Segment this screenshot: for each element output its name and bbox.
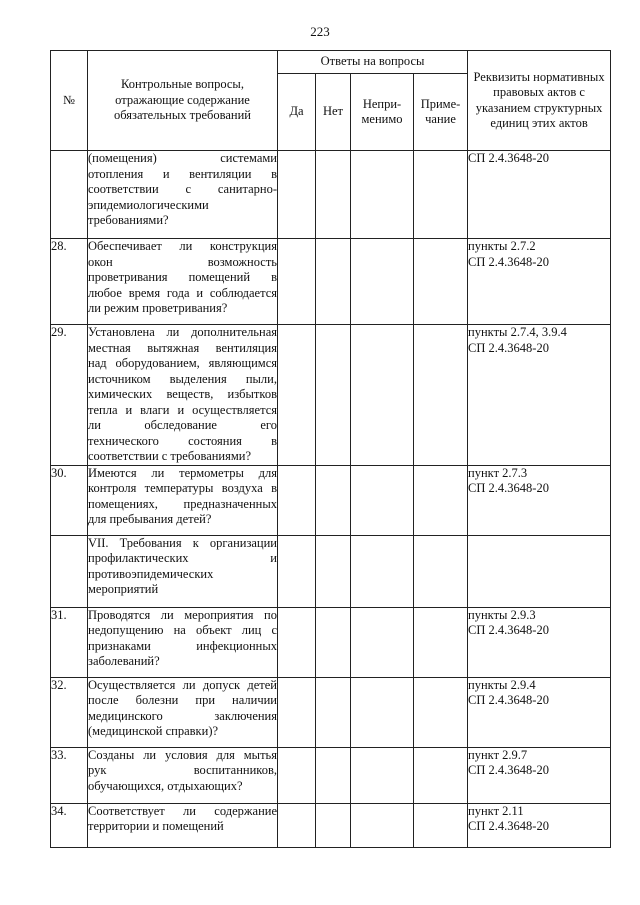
question-line: мероприятий	[88, 582, 159, 596]
question-line: Проводятся ли мероприятия по	[88, 607, 277, 622]
answer-yes-cell	[278, 677, 316, 747]
header-not-applicable: Непри- менимо	[351, 74, 414, 151]
question-line: технического состояния в	[88, 433, 277, 448]
requisite-line: СП 2.4.3648-20	[468, 481, 549, 495]
answer-note-cell	[414, 803, 468, 847]
answer-no-cell	[316, 535, 351, 607]
question-line: ли обследование его	[88, 418, 277, 432]
header-requisites: Реквизиты нормативных правовых актов с указанием структурных единиц этих актов	[468, 51, 611, 151]
question-text	[88, 325, 278, 466]
header-answers: Ответы на вопросы	[278, 51, 468, 74]
question-line: окон возможность	[88, 254, 277, 269]
question-text	[88, 465, 278, 535]
requisite-line: пункт 2.7.3	[468, 465, 528, 480]
requisite-line: СП 2.4.3648-20	[468, 340, 549, 355]
requisite-line: СП 2.4.3648-20	[468, 693, 549, 707]
question-line: VII. Требования к организации	[88, 535, 277, 550]
row-number	[51, 535, 88, 607]
question-line: недопущению на объект лиц с	[88, 623, 277, 637]
question-line: после болезни при наличии	[88, 693, 277, 707]
question-line: контроля температуры воздуха в	[88, 481, 277, 495]
answer-no-cell	[316, 151, 351, 239]
requisite-line: СП 2.4.3648-20	[468, 623, 549, 637]
question-line: для пребывания детей?	[88, 512, 212, 526]
question-line: Соответствует ли содержание	[88, 803, 277, 818]
header-no: Нет	[316, 74, 351, 151]
requisite-line: пункты 2.9.3	[468, 607, 536, 622]
question-line: (помещения) системами	[88, 151, 277, 165]
row-number: 28.	[51, 239, 88, 325]
answer-na-cell	[351, 747, 414, 803]
question-line: соответствии с требованиями?	[88, 449, 252, 463]
requisite-line: СП 2.4.3648-20	[468, 151, 549, 165]
answer-no-cell	[316, 747, 351, 803]
question-line: обучающихся, отдыхающих?	[88, 778, 243, 793]
question-line: над оборудованием, являющимся	[88, 356, 277, 370]
question-line: проветривания помещений в	[88, 270, 277, 284]
answer-note-cell	[414, 151, 468, 239]
question-line: территории и помещений	[88, 819, 224, 833]
requisites-cell	[468, 803, 611, 847]
requisite-line: пункты 2.7.4, 3.9.4	[468, 325, 567, 339]
answer-no-cell	[316, 465, 351, 535]
question-text	[88, 677, 278, 747]
answer-no-cell	[316, 607, 351, 677]
requisite-line: СП 2.4.3648-20	[468, 254, 549, 269]
answer-yes-cell	[278, 747, 316, 803]
answer-na-cell	[351, 151, 414, 239]
question-line: соответствии с санитарно-	[88, 182, 277, 196]
answer-note-cell	[414, 239, 468, 325]
checklist-table	[50, 50, 611, 848]
table-body	[51, 151, 611, 848]
table-row	[51, 607, 611, 677]
section-title	[88, 535, 278, 607]
question-line: местная вытяжная вентиляция	[88, 340, 277, 355]
row-number: 32.	[51, 677, 88, 747]
question-line: эпидемиологическими	[88, 197, 209, 212]
answer-na-cell	[351, 607, 414, 677]
requisites-cell	[468, 607, 611, 677]
answer-note-cell	[414, 607, 468, 677]
question-line: медицинского заключения	[88, 708, 277, 723]
requisites-cell	[468, 151, 611, 239]
row-number: 30.	[51, 465, 88, 535]
requisite-line: пункт 2.9.7	[468, 747, 528, 762]
header-questions: Контрольные вопросы, отражающие содержание обязательных требований	[88, 51, 278, 151]
answer-yes-cell	[278, 803, 316, 847]
question-line: Созданы ли условия для мытья	[88, 747, 277, 762]
table-row	[51, 239, 611, 325]
answer-yes-cell	[278, 607, 316, 677]
question-line: рук воспитанников,	[88, 763, 277, 777]
question-line: (медицинской справки)?	[88, 724, 219, 738]
page-number: 223	[310, 24, 330, 39]
requisites-cell	[468, 747, 611, 803]
requisite-line: СП 2.4.3648-20	[468, 819, 549, 833]
answer-no-cell	[316, 239, 351, 325]
question-line: заболеваний?	[88, 654, 160, 668]
question-line: отопления и вентиляции в	[88, 166, 277, 181]
answer-no-cell	[316, 325, 351, 466]
requisites-cell	[468, 535, 611, 607]
requisites-cell	[468, 325, 611, 466]
answer-yes-cell	[278, 535, 316, 607]
requisite-line: пункты 2.7.2	[468, 239, 536, 253]
table-row	[51, 747, 611, 803]
requisites-cell	[468, 239, 611, 325]
table-row	[51, 465, 611, 535]
table-row	[51, 151, 611, 239]
row-number: 29.	[51, 325, 88, 466]
header-yes: Да	[278, 74, 316, 151]
answer-no-cell	[316, 677, 351, 747]
requisite-line: СП 2.4.3648-20	[468, 763, 549, 777]
answer-no-cell	[316, 803, 351, 847]
row-number: 31.	[51, 607, 88, 677]
question-line: признаками инфекционных	[88, 638, 277, 653]
answer-note-cell	[414, 535, 468, 607]
question-text	[88, 803, 278, 847]
table-row	[51, 535, 611, 607]
question-line: противоэпидемических	[88, 566, 214, 581]
answer-na-cell	[351, 325, 414, 466]
question-text	[88, 747, 278, 803]
answer-na-cell	[351, 535, 414, 607]
requisite-line: пункты 2.9.4	[468, 677, 536, 692]
question-line: профилактических и	[88, 551, 277, 565]
question-line: тепла и влаги и осуществляется	[88, 402, 277, 417]
answer-na-cell	[351, 803, 414, 847]
answer-note-cell	[414, 325, 468, 466]
answer-note-cell	[414, 465, 468, 535]
header-num: №	[51, 51, 88, 151]
question-line: Обеспечивает ли конструкция	[88, 239, 277, 253]
question-line: ли режим проветривания?	[88, 301, 228, 315]
table-row	[51, 803, 611, 847]
answer-yes-cell	[278, 325, 316, 466]
answer-na-cell	[351, 239, 414, 325]
table-row	[51, 677, 611, 747]
requisite-line: пункт 2.11	[468, 803, 524, 818]
table-row	[51, 325, 611, 466]
question-line: химических веществ, избытков	[88, 387, 277, 401]
question-line: Установлена ли дополнительная	[88, 325, 277, 339]
answer-na-cell	[351, 677, 414, 747]
question-line: помещениях, предназначенных	[88, 496, 277, 511]
requisites-cell	[468, 465, 611, 535]
requisites-cell	[468, 677, 611, 747]
header-note: Приме- чание	[414, 74, 468, 151]
question-text	[88, 607, 278, 677]
answer-yes-cell	[278, 465, 316, 535]
answer-note-cell	[414, 747, 468, 803]
question-line: Имеются ли термометры для	[88, 465, 277, 480]
question-line: источником выделения пыли,	[88, 371, 277, 386]
row-number: 33.	[51, 747, 88, 803]
answer-na-cell	[351, 465, 414, 535]
question-text	[88, 239, 278, 325]
row-number: 34.	[51, 803, 88, 847]
answer-yes-cell	[278, 239, 316, 325]
question-text	[88, 151, 278, 239]
row-number	[51, 151, 88, 239]
question-line: требованиями?	[88, 213, 169, 227]
answer-yes-cell	[278, 151, 316, 239]
answer-note-cell	[414, 677, 468, 747]
question-line: Осуществляется ли допуск детей	[88, 677, 277, 692]
question-line: любое время года и соблюдается	[88, 285, 277, 300]
